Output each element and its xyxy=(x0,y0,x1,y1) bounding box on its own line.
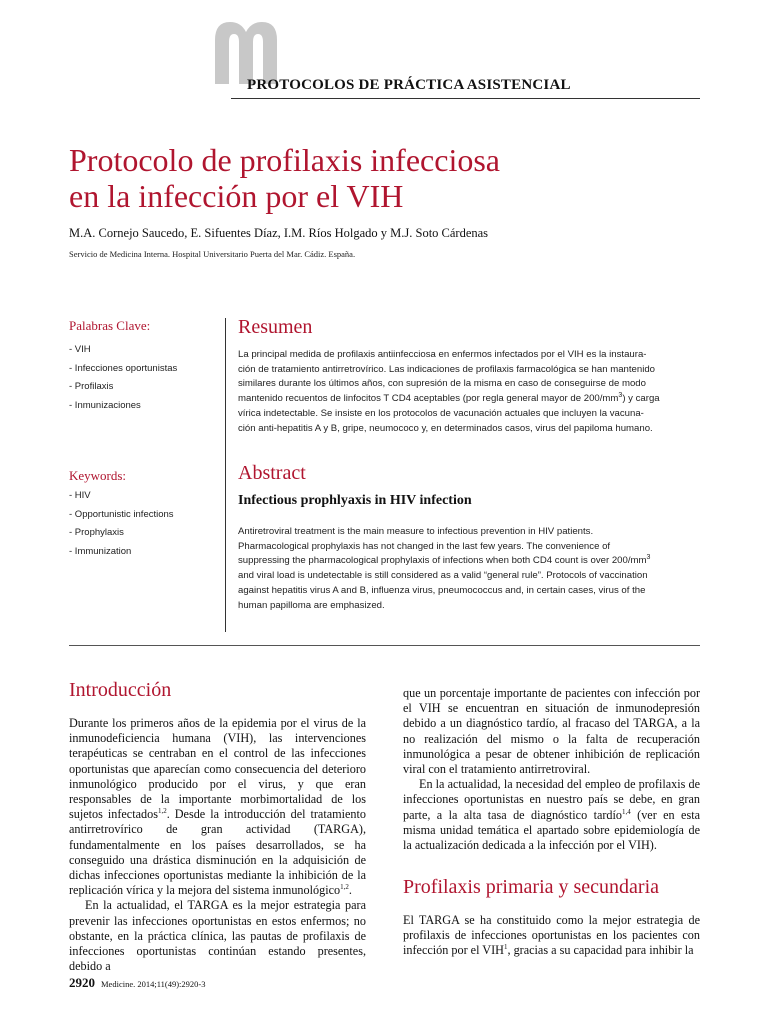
palabras-clave-list xyxy=(69,341,177,415)
section-header: PROTOCOLOS DE PRÁCTICA ASISTENCIAL xyxy=(247,77,571,93)
intro-paragraph-1 xyxy=(69,716,366,898)
keyword-item: - HIV xyxy=(69,490,91,501)
column-divider xyxy=(225,318,226,632)
palabras-clave-item: - Profilaxis xyxy=(69,381,114,392)
text-run: En la actualidad, la necesidad del empleo de profilaxis de infecciones oportunistas en nuestro país se debe, en gran parte, a la alta tasa de diagnóstico tardío xyxy=(403,777,700,822)
abstract-line: Pharmacological prophylaxis has not changed in the last few years. The convenience of xyxy=(238,540,611,552)
keywords-list xyxy=(69,487,174,561)
abstract-line xyxy=(238,554,700,569)
palabras-clave-item: - Inmunizaciones xyxy=(69,399,141,411)
text-run: , gracias a su capacidad para inhibir la xyxy=(507,943,694,958)
text-run: . xyxy=(348,883,352,898)
resumen-line: ción anti-hepatitis A y B, gripe, neumococo y, en determinados casos, virus del papiloma humano. xyxy=(238,422,653,434)
abstract-heading: Abstract xyxy=(238,462,306,484)
intro-paragraph-3: que un porcentaje importante de pacientes con infección por el VIH se encuentran en situación de inmunodepresión debido a un diagnóstico tardío, al fracaso del TARGA, a la no realización del mismo o la falta de recuperación inmunológica a pesar de obtener inhibición de replicación viral con el tratamiento antirretroviral. xyxy=(403,686,700,777)
profilaxis-heading: Profilaxis primaria y secundaria xyxy=(403,876,660,898)
keyword-item: - Opportunistic infections xyxy=(69,508,174,520)
keyword-item: - Immunization xyxy=(69,545,132,557)
resumen-text xyxy=(238,348,700,436)
palabras-clave-item: - VIH xyxy=(69,344,91,355)
superscript: 3 xyxy=(646,554,651,562)
palabras-clave-item: - Infecciones oportunistas xyxy=(69,362,178,374)
text-run: El TARGA se ha constituido como la mejor estrategia de profilaxis de infecciones oportunistas en los pacientes con infección por el VIH xyxy=(403,913,700,958)
resumen-line: La principal medida de profilaxis antiinfecciosa en enfermos infectados por el VIH es la instaura- xyxy=(238,349,647,360)
resumen-line-part: mantenido recuentos de linfocitos T CD4 aceptables (por regla general mayor de 200/mm xyxy=(238,393,619,405)
intro-left-column xyxy=(69,716,366,974)
resumen-line: ción de tratamiento antirretrovírico. Las indicaciones de profilaxis farmacológica se han mantenido xyxy=(238,363,656,375)
resumen-line xyxy=(238,392,700,407)
profilaxis-text xyxy=(403,913,700,959)
abstract-line-part: suppressing the pharmacological prophylaxis of infections when both CD4 count is over 200/mm xyxy=(238,555,647,567)
keywords-label: Keywords: xyxy=(69,468,127,483)
abstract-text xyxy=(238,525,700,613)
abstract-line: Antiretroviral treatment is the main measure to infectious prevention in HIV patients. xyxy=(238,526,594,537)
page-footer xyxy=(69,974,206,992)
title-line-2: en la infección por el VIH xyxy=(69,178,404,214)
page-number: 2920 xyxy=(69,975,95,990)
title-line-1: Protocolo de profilaxis infecciosa xyxy=(69,142,500,178)
intro-paragraph-4 xyxy=(403,777,700,853)
abstract-line: against hepatitis virus A and B, influenza virus, pneumococcus and, in certain cases, virus of the xyxy=(238,584,646,596)
resumen-line-part: ) y carga xyxy=(622,393,660,405)
text-run: . Desde la introducción del tratamiento antirretrovírico de gran actividad (TARGA), fundamentalmente en los países desarrollados, se ha conseguido una drástica disminución en la adquisición de dichas infecciones oportunistas mediante la inhibición de la replicación vírica y la mejora del sistema inmunológico xyxy=(69,807,366,898)
intro-right-column xyxy=(403,686,700,853)
authors: M.A. Cornejo Saucedo, E. Sifuentes Díaz, I.M. Ríos Holgado y M.J. Soto Cárdenas xyxy=(69,226,489,240)
citation: 1 xyxy=(503,943,508,952)
article-title xyxy=(69,142,709,214)
text-run: Durante los primeros años de la epidemia por el virus de la inmunodeficiencia humana (VIH), las intervenciones terapéuticas se centraban en el control de las infecciones oportunistas que aparecían como consecuencia del deterioro inmunológico producido por el virus, y que eran responsables de la importante morbimortalidad de los sujetos infectados xyxy=(69,716,366,822)
section-divider xyxy=(69,645,700,646)
medicine-m-logo-icon xyxy=(215,22,277,84)
intro-paragraph-2: En la actualidad, el TARGA es la mejor estrategia para prevenir las infecciones oportunistas en estos enfermos; no obstante, en la práctica clínica, las pautas de profilaxis de infecciones oportunistas continúan estando presentes, debido a xyxy=(69,898,366,974)
keyword-item: - Prophylaxis xyxy=(69,527,124,538)
resumen-line: similares durante los últimos años, con supresión de la misma en caso de conseguirse de modo xyxy=(238,378,646,390)
citation: 1,2 xyxy=(340,883,349,892)
abstract-line: human papilloma are emphasized. xyxy=(238,599,385,611)
palabras-clave-label: Palabras Clave: xyxy=(69,318,151,333)
journal-citation: Medicine. 2014;11(49):2920-3 xyxy=(101,979,206,989)
intro-heading: Introducción xyxy=(69,679,172,701)
superscript: 3 xyxy=(618,391,623,399)
text-run: (ver en esta misma unidad temática el apartado sobre epidemiología de la actualización dedicada a la infección por el VIH). xyxy=(403,807,700,853)
resumen-line: vírica indetectable. Se insiste en los protocolos de vacunación actuales que incluyen la vacuna- xyxy=(238,407,644,419)
citation: 1,4 xyxy=(622,807,631,816)
citation: 1,2 xyxy=(157,807,167,816)
abstract-line: and viral load is undetectable is still considered as a valid “general rule”. Protocols of vaccination xyxy=(238,570,648,582)
profilaxis-paragraph-1 xyxy=(403,913,700,959)
header-divider xyxy=(231,98,700,99)
resumen-heading: Resumen xyxy=(238,316,313,338)
abstract-subtitle: Infectious prophlyaxis in HIV infection xyxy=(238,493,472,508)
affiliation: Servicio de Medicina Interna. Hospital Universitario Puerta del Mar. Cádiz. España. xyxy=(69,249,356,259)
